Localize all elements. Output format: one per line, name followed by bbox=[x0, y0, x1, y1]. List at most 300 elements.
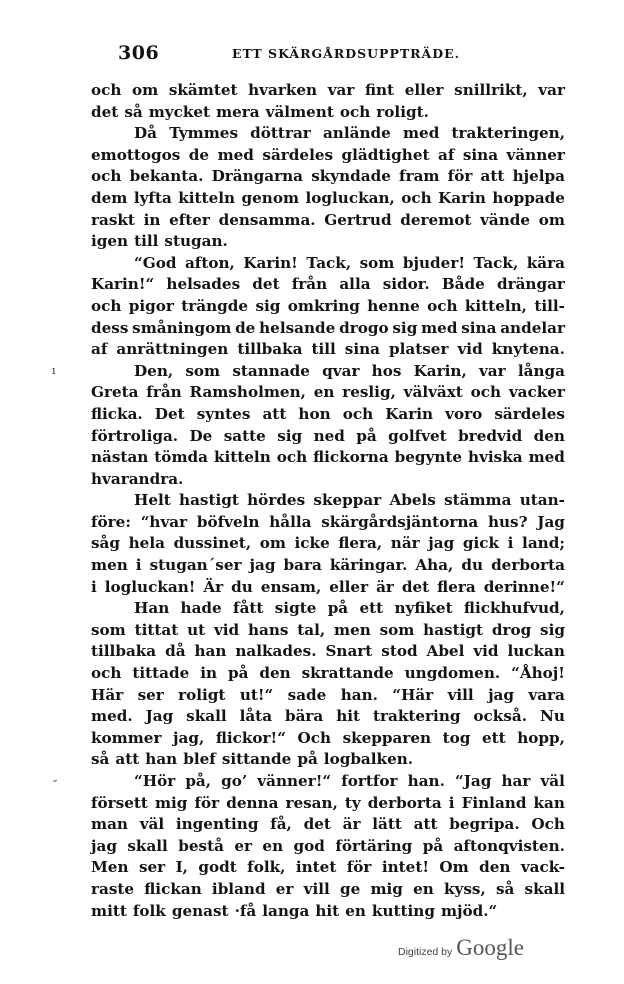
word: fått bbox=[233, 599, 264, 618]
word: så bbox=[495, 879, 515, 898]
word: i bbox=[135, 556, 142, 575]
word: och bbox=[401, 188, 432, 207]
word: luckan bbox=[507, 642, 565, 661]
word: på bbox=[356, 426, 377, 445]
word: kutting bbox=[371, 901, 435, 920]
word: densamma. bbox=[218, 210, 316, 229]
word: glädtighet bbox=[341, 145, 430, 164]
word: skärgårdsjäntorna bbox=[321, 512, 479, 531]
word: raskt bbox=[91, 210, 135, 229]
word: ser bbox=[138, 858, 166, 877]
word: ett bbox=[481, 728, 506, 747]
word: fint bbox=[364, 81, 395, 99]
word: Han bbox=[134, 599, 170, 618]
word: fortfor bbox=[341, 772, 398, 790]
word: var bbox=[538, 81, 565, 99]
word: lyfta bbox=[133, 188, 172, 207]
word: till bbox=[134, 232, 159, 251]
word: få, bbox=[270, 815, 292, 834]
word: henne bbox=[367, 296, 420, 315]
word: roligt bbox=[178, 685, 226, 704]
running-header bbox=[0, 40, 624, 64]
text-line bbox=[91, 814, 565, 836]
text-line bbox=[91, 296, 565, 318]
text-line bbox=[91, 901, 565, 923]
word: han. bbox=[407, 772, 445, 790]
word: raste bbox=[91, 879, 135, 898]
word: ge bbox=[339, 879, 361, 898]
word: jag bbox=[488, 685, 515, 704]
word: men bbox=[91, 556, 128, 575]
word: döttrar bbox=[250, 124, 311, 143]
word: en bbox=[345, 901, 366, 920]
word: vänner!“ bbox=[257, 772, 332, 790]
word: syntes bbox=[196, 404, 251, 423]
word: Är bbox=[203, 577, 224, 596]
text-line bbox=[91, 210, 565, 232]
word: skämtet bbox=[168, 81, 238, 99]
word: tittat bbox=[134, 620, 179, 639]
word: mig bbox=[370, 879, 403, 898]
word: flickhufvud, bbox=[463, 599, 565, 618]
word: sigte bbox=[274, 599, 317, 618]
text-line bbox=[91, 857, 565, 879]
word: som bbox=[185, 361, 221, 380]
word: skall bbox=[524, 879, 565, 898]
word: från bbox=[146, 383, 182, 402]
text-line bbox=[91, 685, 565, 707]
word: var bbox=[478, 361, 506, 380]
word: stugan. bbox=[164, 232, 228, 251]
word: blef bbox=[183, 750, 216, 769]
word: Drängarna bbox=[211, 167, 304, 186]
word: mig bbox=[154, 793, 188, 812]
word: om bbox=[538, 210, 565, 229]
word: vacker bbox=[508, 383, 565, 402]
word: land; bbox=[522, 534, 565, 553]
word: hela bbox=[128, 534, 165, 553]
word: begripa. bbox=[449, 815, 520, 834]
word: från bbox=[291, 275, 328, 294]
word: Karin! bbox=[243, 253, 298, 272]
word: af bbox=[91, 340, 108, 359]
word: hvarken bbox=[248, 81, 318, 99]
word: eller bbox=[329, 577, 369, 596]
word: för bbox=[346, 858, 372, 877]
word: i bbox=[507, 534, 514, 553]
word: vid bbox=[473, 642, 499, 661]
word: tillbaka bbox=[237, 340, 303, 359]
word: “Jag bbox=[454, 772, 492, 790]
word: han bbox=[145, 750, 178, 769]
word: om bbox=[132, 81, 159, 99]
word: och bbox=[427, 296, 458, 315]
word: och bbox=[91, 167, 122, 186]
word: Tack, bbox=[473, 253, 519, 272]
word: förtäring bbox=[335, 836, 413, 855]
word: sina bbox=[344, 340, 380, 359]
word: eller bbox=[404, 81, 444, 99]
margin-mark: ˝ bbox=[52, 779, 58, 792]
word: förtroliga. bbox=[91, 426, 179, 445]
word: du bbox=[461, 556, 484, 575]
word: snillrikt, bbox=[454, 81, 528, 99]
text-line bbox=[91, 577, 565, 599]
word: knytena. bbox=[491, 340, 565, 359]
word: på, bbox=[185, 772, 212, 790]
word: drog bbox=[491, 620, 532, 639]
word: utan- bbox=[519, 491, 565, 510]
word: andelar bbox=[500, 318, 565, 337]
word: hördes bbox=[247, 491, 306, 510]
word: intet! bbox=[381, 858, 429, 877]
text-line bbox=[91, 231, 565, 253]
text-line bbox=[91, 166, 565, 188]
word: som bbox=[379, 620, 415, 639]
word: som bbox=[359, 253, 395, 272]
body-text bbox=[91, 80, 565, 922]
word: på bbox=[422, 836, 444, 855]
word: till bbox=[311, 340, 336, 359]
word: stod bbox=[381, 642, 418, 661]
word: traktering bbox=[372, 707, 461, 726]
word: ty bbox=[344, 793, 361, 812]
word: qvar bbox=[322, 361, 360, 380]
word: när bbox=[390, 534, 420, 553]
word: hans bbox=[247, 620, 289, 639]
word: afton, bbox=[184, 253, 235, 272]
word: hit bbox=[336, 707, 361, 726]
word: bära bbox=[284, 707, 324, 726]
word: Greta bbox=[91, 383, 139, 402]
word: välment bbox=[265, 102, 334, 121]
running-title: ETT SKÄRGÅRDSUPPTRÄDE. bbox=[232, 46, 460, 61]
word: go’ bbox=[221, 772, 248, 790]
word: sidor. bbox=[382, 275, 430, 294]
word: ungdomen. bbox=[404, 664, 501, 683]
text-line bbox=[91, 404, 565, 426]
word: tog bbox=[442, 728, 471, 747]
word: Karin!“ bbox=[91, 275, 155, 294]
word: denna bbox=[226, 793, 279, 812]
word: derborta bbox=[367, 793, 442, 812]
word: väl bbox=[139, 815, 165, 834]
text-line bbox=[91, 145, 565, 167]
word: då bbox=[165, 642, 186, 661]
text-line bbox=[91, 274, 565, 296]
word: Både bbox=[441, 275, 485, 294]
text-line bbox=[91, 749, 565, 771]
word: skall bbox=[127, 836, 168, 855]
word: käringar. bbox=[329, 556, 408, 575]
word: att bbox=[413, 815, 438, 834]
word: med bbox=[528, 448, 565, 467]
word: vack- bbox=[520, 858, 565, 877]
word: hvarandra. bbox=[91, 469, 184, 488]
text-line bbox=[91, 555, 565, 577]
word: kommer bbox=[91, 728, 162, 747]
word: försett bbox=[91, 793, 148, 812]
word: skall bbox=[186, 707, 227, 726]
word: böfveln bbox=[196, 512, 260, 531]
word: mjöd.“ bbox=[440, 901, 498, 920]
word: “hvar bbox=[140, 512, 188, 531]
word: langa bbox=[262, 901, 310, 920]
word: lätt bbox=[372, 815, 402, 834]
word: i bbox=[91, 577, 97, 596]
digitized-by-google-watermark bbox=[398, 935, 524, 965]
word: trakteringen, bbox=[451, 124, 565, 143]
word: sade bbox=[287, 685, 327, 704]
word: är bbox=[376, 577, 394, 596]
word: på bbox=[327, 599, 349, 618]
word: Den, bbox=[134, 361, 174, 380]
word: hade bbox=[180, 599, 222, 618]
word: drogo bbox=[339, 318, 389, 337]
text-line bbox=[91, 641, 565, 663]
word: deremot bbox=[400, 210, 472, 229]
text-line bbox=[91, 533, 565, 555]
word: Aha, bbox=[415, 556, 454, 575]
word: jag, bbox=[173, 728, 205, 747]
digitized-by-label: Digitized by bbox=[398, 946, 453, 958]
word: bjuder! bbox=[402, 253, 465, 272]
word: Här bbox=[91, 685, 124, 704]
word: att bbox=[480, 167, 505, 186]
word: Jag bbox=[145, 707, 174, 726]
word: derborta bbox=[491, 556, 565, 575]
word: stugan´ser bbox=[149, 556, 242, 575]
word: på bbox=[297, 750, 318, 769]
word: med. bbox=[91, 707, 133, 726]
word: vid bbox=[457, 340, 483, 359]
word: den bbox=[259, 664, 291, 683]
word: Jag bbox=[537, 512, 565, 531]
word: småningom bbox=[132, 318, 232, 337]
word: Om bbox=[439, 858, 469, 877]
word: sina bbox=[462, 145, 499, 164]
word: sig bbox=[255, 296, 281, 315]
word: jag bbox=[91, 836, 117, 855]
word: Gertrud bbox=[324, 210, 392, 229]
word: gick bbox=[462, 534, 500, 553]
word: hus? bbox=[487, 512, 528, 531]
word: en bbox=[313, 383, 335, 402]
word: hon bbox=[298, 404, 331, 423]
word: och bbox=[339, 102, 371, 121]
word: hålla bbox=[269, 512, 312, 531]
word: det bbox=[91, 102, 119, 121]
word: De bbox=[189, 426, 213, 445]
text-line bbox=[91, 836, 565, 858]
word: Abel bbox=[426, 642, 465, 661]
word: mycket bbox=[148, 102, 211, 121]
word: Karin bbox=[438, 188, 486, 207]
word: flera bbox=[437, 577, 476, 596]
word: om bbox=[259, 534, 286, 553]
word: efter bbox=[169, 210, 210, 229]
word: god bbox=[293, 836, 325, 855]
word: in bbox=[200, 664, 218, 683]
word: omkring bbox=[287, 296, 360, 315]
word: hviska bbox=[468, 448, 523, 467]
word: kyss, bbox=[444, 879, 486, 898]
word: de bbox=[188, 145, 210, 164]
word: roligt. bbox=[376, 102, 429, 121]
word: stämma bbox=[444, 491, 512, 510]
word: begynte bbox=[394, 448, 463, 467]
word: er bbox=[275, 879, 294, 898]
word: Då bbox=[134, 124, 158, 143]
word: folk, bbox=[247, 858, 286, 877]
word: aftonqvisten. bbox=[453, 836, 565, 855]
page-number: 306 bbox=[118, 42, 160, 64]
word: ibland bbox=[211, 879, 266, 898]
text-line bbox=[91, 663, 565, 685]
word: hoppade bbox=[492, 188, 565, 207]
word: ett bbox=[359, 599, 384, 618]
word: platser bbox=[389, 340, 449, 359]
text-line bbox=[91, 188, 565, 210]
word: och bbox=[91, 296, 122, 315]
word: skepparen bbox=[342, 728, 432, 747]
word: ensam, bbox=[260, 577, 322, 596]
text-line bbox=[91, 490, 565, 512]
word: genom bbox=[241, 188, 300, 207]
word: ·få bbox=[234, 901, 257, 920]
word: sittande bbox=[221, 750, 292, 769]
word: mitt bbox=[91, 901, 127, 920]
word: sig bbox=[392, 318, 418, 337]
word: Och bbox=[531, 815, 565, 834]
word: ned bbox=[313, 426, 345, 445]
word: det bbox=[401, 577, 430, 596]
word: att bbox=[262, 404, 287, 423]
word: skyndade bbox=[311, 167, 391, 186]
word: derinne!“ bbox=[483, 577, 565, 596]
text-line bbox=[91, 426, 565, 448]
word: Abels bbox=[389, 491, 436, 510]
word: tittade bbox=[132, 664, 190, 683]
word: den bbox=[479, 858, 511, 877]
word: och bbox=[342, 404, 374, 423]
text-line bbox=[91, 80, 565, 102]
word: trängde bbox=[181, 296, 249, 315]
text-line bbox=[91, 339, 565, 361]
word: kitteln bbox=[213, 448, 271, 467]
word: Tymmes bbox=[169, 124, 238, 143]
word: han. bbox=[340, 685, 378, 704]
word: bekanta. bbox=[129, 167, 204, 186]
word: jag bbox=[249, 556, 276, 575]
word: logluckan, bbox=[305, 188, 395, 207]
word: drängar bbox=[496, 275, 565, 294]
word: och bbox=[276, 448, 308, 467]
word: flera, bbox=[338, 534, 383, 553]
word: kan bbox=[533, 793, 565, 812]
word: ut!“ bbox=[239, 685, 274, 704]
word: för bbox=[194, 793, 220, 812]
word: dussinet, bbox=[173, 534, 252, 553]
word: ser bbox=[137, 685, 164, 704]
word: reslig, bbox=[342, 383, 396, 402]
word: flickor!“ bbox=[215, 728, 286, 747]
word: att bbox=[115, 750, 140, 769]
word: det bbox=[252, 275, 280, 294]
word: Karin bbox=[385, 404, 434, 423]
word: nästan bbox=[91, 448, 149, 467]
word: logluckan! bbox=[104, 577, 196, 596]
word: det bbox=[303, 815, 331, 834]
margin-mark: ı bbox=[52, 364, 56, 377]
word: hastigt bbox=[179, 491, 239, 510]
word: folk bbox=[132, 901, 166, 920]
word: tal, bbox=[297, 620, 326, 639]
word: bara bbox=[283, 556, 322, 575]
word: igen bbox=[91, 232, 129, 251]
word: “Här bbox=[392, 685, 434, 704]
word: och bbox=[91, 81, 122, 99]
word: flickan bbox=[144, 879, 202, 898]
word: sina bbox=[461, 318, 497, 337]
word: vid bbox=[213, 620, 240, 639]
google-logo: Google bbox=[456, 935, 524, 960]
word: hit bbox=[315, 901, 340, 920]
word: men bbox=[334, 620, 371, 639]
text-line bbox=[91, 253, 565, 275]
word: flickorna bbox=[313, 448, 389, 467]
text-line bbox=[91, 879, 565, 901]
word: med bbox=[402, 124, 440, 143]
word: välväxt bbox=[403, 383, 463, 402]
word: en bbox=[262, 836, 284, 855]
text-line bbox=[91, 620, 565, 642]
word: också. bbox=[473, 707, 528, 726]
word: tillbaka bbox=[91, 642, 157, 661]
word: särdeles bbox=[494, 404, 565, 423]
word: ingenting bbox=[175, 815, 259, 834]
word: dess bbox=[91, 318, 129, 337]
word: långa bbox=[517, 361, 565, 380]
word: af bbox=[437, 145, 455, 164]
word: Helt bbox=[134, 491, 171, 510]
text-line bbox=[91, 361, 565, 383]
word: vill bbox=[303, 879, 330, 898]
word: fram bbox=[399, 167, 440, 186]
text-line bbox=[91, 771, 565, 793]
word: väl bbox=[540, 772, 565, 790]
word: vänner bbox=[506, 145, 565, 164]
word: Finland bbox=[461, 793, 527, 812]
word: kitteln, bbox=[464, 296, 527, 315]
word: jag bbox=[428, 534, 455, 553]
text-line bbox=[91, 706, 565, 728]
word: till- bbox=[534, 296, 565, 315]
word: hjelpa bbox=[512, 167, 565, 186]
word: “God bbox=[134, 253, 177, 272]
word: i bbox=[448, 793, 455, 812]
word: låta bbox=[239, 707, 273, 726]
word: pigor bbox=[128, 296, 174, 315]
word: med bbox=[217, 145, 254, 164]
text-line bbox=[91, 382, 565, 404]
word: kitteln bbox=[178, 188, 236, 207]
word: logbalken. bbox=[323, 750, 414, 769]
word: vara bbox=[528, 685, 565, 704]
word: hopp, bbox=[517, 728, 565, 747]
word: var bbox=[327, 81, 355, 99]
word: nyfiket bbox=[394, 599, 453, 618]
